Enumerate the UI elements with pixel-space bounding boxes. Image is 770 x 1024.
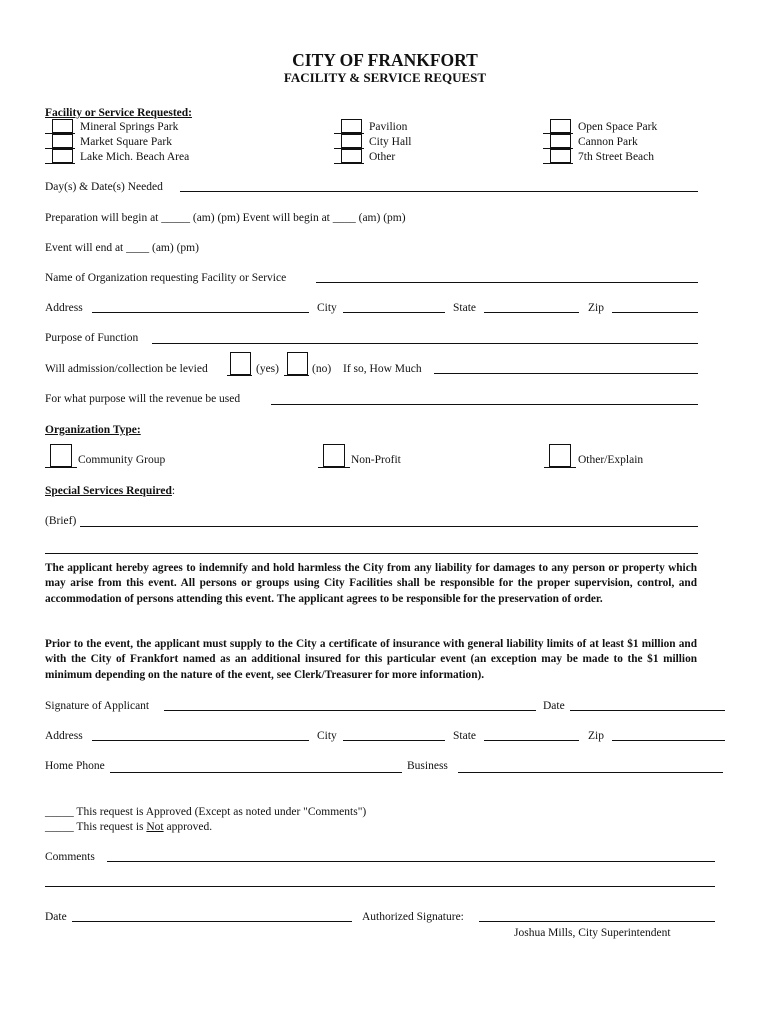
checkbox-other[interactable] (341, 149, 362, 163)
facility-option: Cannon Park (578, 136, 638, 148)
purpose-field[interactable] (152, 343, 698, 344)
facility-option: Lake Mich. Beach Area (80, 151, 190, 163)
preparation-line: Preparation will begin at _____ (am) (pm) Event will begin at ____ (am) (pm) (45, 212, 406, 224)
checkbox-open-space-park[interactable] (550, 119, 571, 133)
signature-date-field[interactable] (570, 710, 725, 711)
zip-field[interactable] (612, 312, 698, 313)
facility-heading: Facility or Service Requested: (45, 107, 193, 119)
event-end-line: Event will end at ____ (am) (pm) (45, 242, 199, 254)
admission-no-blank (284, 375, 309, 376)
checkbox-cannon-park[interactable] (550, 134, 571, 148)
revenue-field[interactable] (271, 404, 698, 405)
brief-label: (Brief) (45, 515, 77, 527)
checkbox-lake-mich-beach-area[interactable] (52, 149, 73, 163)
facility-option: Market Square Park (80, 136, 172, 148)
applicant-city-field[interactable] (343, 740, 445, 741)
business-field[interactable] (458, 772, 723, 773)
days-dates-field[interactable] (180, 191, 698, 192)
facility-option: City Hall (369, 136, 412, 148)
facility-option: Pavilion (369, 121, 408, 133)
applicant-address-label: Address (45, 730, 83, 742)
not-approved-word: Not (146, 821, 164, 833)
brief-field-line-2[interactable] (45, 553, 698, 554)
facility-option: Open Space Park (578, 121, 658, 133)
revenue-label: For what purpose will the revenue be used (45, 393, 241, 405)
comments-field-line-2[interactable] (45, 886, 715, 887)
state-field[interactable] (484, 312, 579, 313)
facility-option: Mineral Springs Park (80, 121, 179, 133)
applicant-zip-label: Zip (588, 730, 604, 742)
facility-blank (45, 163, 75, 164)
checkbox-admission-yes[interactable] (230, 352, 251, 375)
address-label: Address (45, 302, 83, 314)
org-name-field[interactable] (316, 282, 698, 283)
indemnify-paragraph: The applicant hereby agrees to indemnify and hold harmless the City from any liability for damages to any person or property which may arise from this event. All persons or groups using City Facilities shall be responsible for the proper supervision, control, and accommodation of persons attending this event. The applicant agrees to be responsible for the preservation of order. (45, 562, 697, 605)
comments-field[interactable] (107, 861, 715, 862)
admission-yes-blank (227, 375, 252, 376)
checkbox-city-hall[interactable] (341, 134, 362, 148)
applicant-zip-field[interactable] (612, 740, 725, 741)
state-label: State (453, 302, 476, 314)
applicant-address-field[interactable] (92, 740, 309, 741)
city-field[interactable] (343, 312, 445, 313)
org-type-option: Non-Profit (351, 454, 401, 466)
not-approved-line (45, 821, 212, 833)
facility-option: 7th Street Beach (578, 151, 655, 163)
applicant-state-field[interactable] (484, 740, 579, 741)
applicant-signature-label: Signature of Applicant (45, 700, 150, 712)
checkbox-non-profit[interactable] (323, 444, 345, 467)
checkbox-other-explain[interactable] (549, 444, 571, 467)
official-name: Joshua Mills, City Superintendent (514, 927, 671, 939)
page-subtitle: FACILITY & SERVICE REQUEST (283, 70, 487, 85)
authorized-signature-field[interactable] (479, 921, 715, 922)
checkbox-7th-street-beach[interactable] (550, 149, 571, 163)
insurance-paragraph: Prior to the event, the applicant must supply to the City a certificate of insurance with general liability limits of at least $1 million and with the City of Frankfort named as an additional insured for this particular event (an exception may be made to the $1 million minimum depending on the nature of the event, see Clerk/Treasurer for more information). (45, 638, 697, 681)
facility-blank (334, 163, 364, 164)
yes-label: (yes) (256, 363, 279, 375)
org-type-blank (544, 467, 576, 468)
not-approved-suffix: approved. (163, 821, 213, 833)
business-label: Business (407, 760, 448, 772)
comments-label: Comments (45, 851, 95, 863)
org-type-option: Other/Explain (578, 454, 644, 466)
address-field[interactable] (92, 312, 309, 313)
purpose-label: Purpose of Function (45, 332, 139, 344)
checkbox-pavilion[interactable] (341, 119, 362, 133)
no-label: (no) (312, 363, 332, 375)
zip-label: Zip (588, 302, 604, 314)
brief-field[interactable] (80, 526, 698, 527)
authorized-signature-label: Authorized Signature: (362, 911, 464, 923)
not-approved-prefix: _____ This request is (45, 821, 147, 833)
applicant-signature-field[interactable] (164, 710, 536, 711)
checkbox-mineral-springs-park[interactable] (52, 119, 73, 133)
special-services-colon: : (171, 485, 176, 497)
days-dates-label: Day(s) & Date(s) Needed (45, 181, 163, 193)
org-type-blank (318, 467, 350, 468)
facility-option: Other (369, 151, 396, 163)
approval-date-label: Date (45, 911, 67, 923)
checkbox-admission-no[interactable] (287, 352, 308, 375)
org-type-blank (45, 467, 77, 468)
page-title: CITY OF FRANKFORT (292, 50, 478, 70)
special-services-heading-text: Special Services Required (45, 485, 172, 497)
applicant-state-label: State (453, 730, 476, 742)
how-much-field[interactable] (434, 373, 698, 374)
admission-label: Will admission/collection be levied (45, 363, 208, 375)
applicant-city-label: City (317, 730, 337, 742)
how-much-label: If so, How Much (343, 363, 422, 375)
checkbox-market-square-park[interactable] (52, 134, 73, 148)
home-phone-field[interactable] (110, 772, 402, 773)
org-name-label: Name of Organization requesting Facility or Service (45, 272, 287, 284)
signature-date-label: Date (543, 700, 565, 712)
facility-blank (543, 163, 573, 164)
checkbox-community-group[interactable] (50, 444, 72, 467)
org-type-heading: Organization Type: (45, 424, 141, 436)
approval-date-field[interactable] (72, 921, 352, 922)
org-type-option: Community Group (78, 454, 166, 466)
approved-line: _____ This request is Approved (Except as noted under "Comments") (45, 806, 367, 818)
city-label: City (317, 302, 337, 314)
home-phone-label: Home Phone (45, 760, 105, 772)
special-services-heading (45, 485, 175, 497)
